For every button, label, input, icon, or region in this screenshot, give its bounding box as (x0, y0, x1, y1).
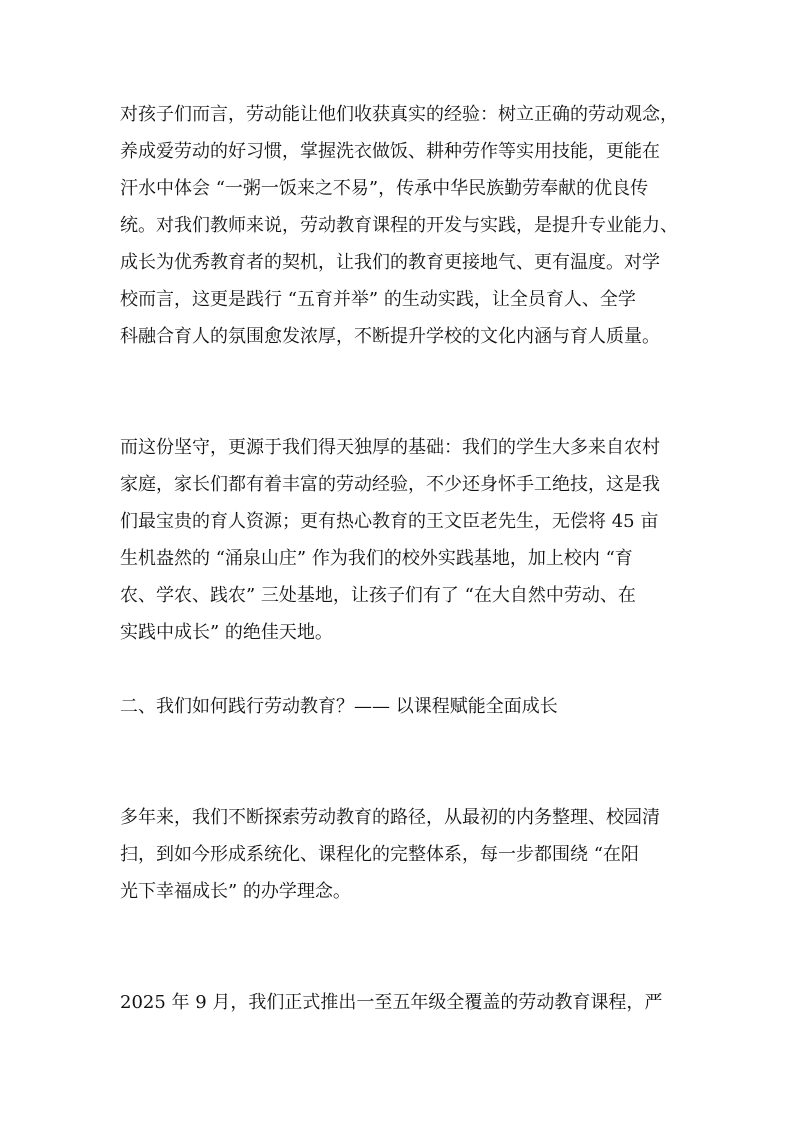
paragraph-line: 校而言，这更是践行 “五育并举” 的生动实践，让全员育人、全学 (120, 289, 636, 310)
paragraph-line: 生机盎然的 “涌泉山庄” 作为我们的校外实践基地，加上校内 “育 (120, 548, 633, 569)
paragraph-line: 统。对我们教师来说，劳动教育课程的开发与实践，是提升专业能力、 (120, 215, 678, 236)
paragraph-line: 家庭，家长们都有着丰富的劳动经验，不少还身怀手工绝技，这是我 (120, 474, 660, 495)
paragraph-line: 养成爱劳动的好习惯，掌握洗衣做饭、耕种劳作等实用技能，更能在 (120, 141, 660, 162)
paragraph-line: 农、学农、践农” 三处基地，让孩子们有了 “在大自然中劳动、在 (120, 585, 636, 606)
heading-line: 二、我们如何践行劳动教育？—— 以课程赋能全面成长 (120, 696, 558, 717)
paragraph-line: 实践中成长” 的绝佳天地。 (120, 622, 333, 643)
paragraph-line: 对孩子们而言，劳动能让他们收获真实的经验：树立正确的劳动观念， (120, 104, 678, 125)
paragraph-line: 科融合育人的氛围愈发浓厚，不断提升学校的文化内涵与育人质量。 (120, 326, 660, 347)
paragraph-curriculum (120, 984, 676, 1021)
paragraph-line: 2025 年 9 月，我们正式推出一至五年级全覆盖的劳动教育课程，严 (120, 992, 663, 1013)
paragraph-line: 光下幸福成长” 的办学理念。 (120, 881, 351, 902)
paragraph-line: 而这份坚守，更源于我们得天独厚的基础：我们的学生大多来自农村 (120, 437, 660, 458)
paragraph-line: 汗水中体会 “一粥一饭来之不易”，传承中华民族勤劳奉献的优良传 (120, 178, 649, 199)
paragraph-foundation (120, 429, 676, 651)
paragraph-line: 成长为优秀教育者的契机，让我们的教育更接地气、更有温度。对学 (120, 252, 660, 273)
section-heading (120, 688, 676, 725)
paragraph-line: 多年来，我们不断探索劳动教育的路径，从最初的内务整理、校园清 (120, 807, 660, 828)
paragraph-line: 扫，到如今形成系统化、课程化的完整体系，每一步都围绕 “在阳 (120, 844, 639, 865)
paragraph-line: 们最宝贵的育人资源；更有热心教育的王文臣老先生，无偿将 45 亩 (120, 511, 659, 532)
paragraph-exploration (120, 799, 676, 910)
paragraph-benefits (120, 96, 676, 355)
